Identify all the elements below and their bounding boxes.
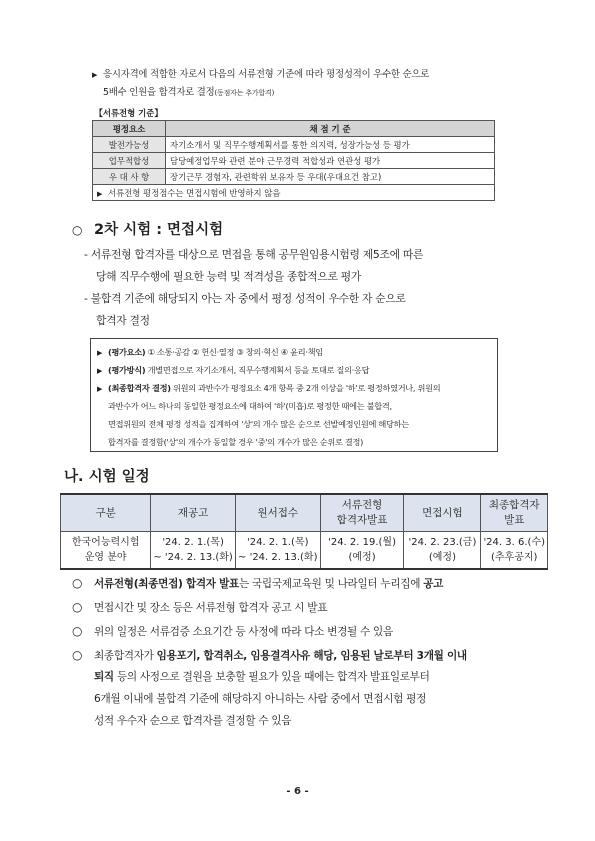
header-category: 구분 xyxy=(61,494,151,532)
schedule-table xyxy=(60,493,548,570)
table-row: 업무적합성 담당예정업무와 관련 분야 근무경력 적합성과 연관성 평가 xyxy=(93,153,495,169)
second-exam-heading: ○ 2차 시험 : 면접시험 xyxy=(72,222,224,238)
intro-line-2: 5배수 인원을 합격자로 결정(동점자는 추가합격) xyxy=(103,87,275,98)
table-row: 발전가능성 자기소개서 및 직무수행계획서를 통한 의지력, 성장가능성 등 평가 xyxy=(93,137,495,153)
header-doc-result: 서류전형 합격자발표 xyxy=(320,494,404,532)
intro-line-1: ▶ 응시자격에 적합한 자로서 다음의 서류전형 기준에 따라 평정성적이 우수한 순으로 xyxy=(92,66,429,84)
final-decision: ▶ (최종합격자 결정) 위원의 과반수가 평정요소 4개 항목 중 2개 이상을 '하'로 평정하였거나, 위원의 xyxy=(97,379,440,398)
note-4: ○ 최종합격자가 임용포기, 합격취소, 임용결격사유 해당, 임용된 날로부터 3개월 이내 xyxy=(72,644,467,667)
table-caption: 【서류전형 기준】 xyxy=(93,105,495,121)
eval-factors: ▶ (평가요소) ① 소통·공감 ② 헌신·열정 ③ 창의·혁신 ④ 윤리·책임 xyxy=(97,343,323,362)
triangle-bullet-icon: ▶ xyxy=(97,367,103,375)
triangle-bullet-icon: ▶ xyxy=(97,189,103,198)
final-decision-line-3: 면접위원의 전체 평정 성적을 집계하여 '상'의 개수 많은 순으로 선발예정인원에 해당하는 xyxy=(108,419,409,429)
circle-bullet-icon: ○ xyxy=(72,624,83,638)
header-application: 원서접수 xyxy=(235,494,320,532)
second-exam-item-2-line-1: - 불합격 기준에 해당되지 아는 자 중에서 평정 성적이 우수한 자 순으로 xyxy=(84,292,406,305)
note-4-line-4: 성적 우수자 순으로 합격자를 결정할 수 있음 xyxy=(94,715,292,727)
header-factor: 평정요소 xyxy=(93,121,166,137)
table-row: 한국어능력시험 운영 분야 '24. 2. 1.(목) ~ '24. 2. 13.(화) '24. 2. 1.(목) ~ '24. 2. 13.(화) '24. 2. 19.(월) (예정) '24. 2. 23.(금) (예정) '24. 3. 6.(수) (추후공지) xyxy=(61,532,548,570)
note-4-line-2: 퇴직 등의 사정으로 결원을 보충할 필요가 있을 때에는 합격자 발표일로부터 xyxy=(94,671,430,683)
second-exam-item-1-line-1: - 서류전형 합격자를 대상으로 면접을 통해 공무원임용시험령 제5조에 따른 xyxy=(84,248,424,261)
note-2: ○ 면접시간 및 장소 등은 서류전형 합격자 공고 시 발표 xyxy=(72,596,327,619)
circle-bullet-icon: ○ xyxy=(72,648,83,662)
header-criteria: 채 점 기 준 xyxy=(166,121,495,137)
header-reannounce: 재공고 xyxy=(151,494,235,532)
note-3: ○ 위의 일정은 서류검증 소요기간 등 사정에 따라 다소 변경될 수 있음 xyxy=(72,620,393,643)
circle-bullet-icon: ○ xyxy=(72,223,83,237)
schedule-heading: 나. 시험 일정 xyxy=(64,469,150,485)
circle-bullet-icon: ○ xyxy=(72,600,83,614)
circle-bullet-icon: ○ xyxy=(72,576,83,590)
note-1: ○ 서류전형(최종면접) 합격자 발표는 국립국제교육원 및 나라일터 누리집에 공고 xyxy=(72,572,443,595)
note-4-line-3: 6개월 이내에 불합격 기준에 해당하지 아니하는 사람 중에서 면접시험 평정 xyxy=(94,693,427,705)
second-exam-item-2-line-2: 합격자 결정 xyxy=(96,314,150,327)
eval-method: ▶ (평가방식) 개별면접으로 자기소개서, 직무수행계획서 등을 토대로 질의·응답 xyxy=(97,361,369,380)
document-screening-criteria-table xyxy=(92,105,495,201)
header-interview: 면접시험 xyxy=(404,494,481,532)
interview-details-box xyxy=(90,338,498,452)
page-number: - 6 - xyxy=(286,786,309,797)
final-decision-line-4: 합격자를 결정함('상'의 개수가 동일할 경우 '중'의 개수가 많은 순위로 결정) xyxy=(108,437,363,447)
table-row: 우 대 사 항 장기근무 경험자, 관련학위 보유자 등 우대(우대요건 참고) xyxy=(93,169,495,185)
triangle-bullet-icon: ▶ xyxy=(97,385,103,393)
triangle-bullet-icon: ▶ xyxy=(92,71,98,79)
final-decision-line-2: 과반수가 어느 하나의 동일한 평정요소에 대하여 '하'(미흡)로 평정한 때에는 불합격, xyxy=(108,401,392,411)
triangle-bullet-icon: ▶ xyxy=(97,349,103,357)
header-final-result: 최종합격자 발표 xyxy=(481,494,548,532)
table-footnote: ▶ 서류전형 평정점수는 면접시험에 반영하지 않음 xyxy=(93,185,495,201)
second-exam-item-1-line-2: 당해 직무수행에 필요한 능력 및 적격성을 종합적으로 평가 xyxy=(96,270,362,283)
